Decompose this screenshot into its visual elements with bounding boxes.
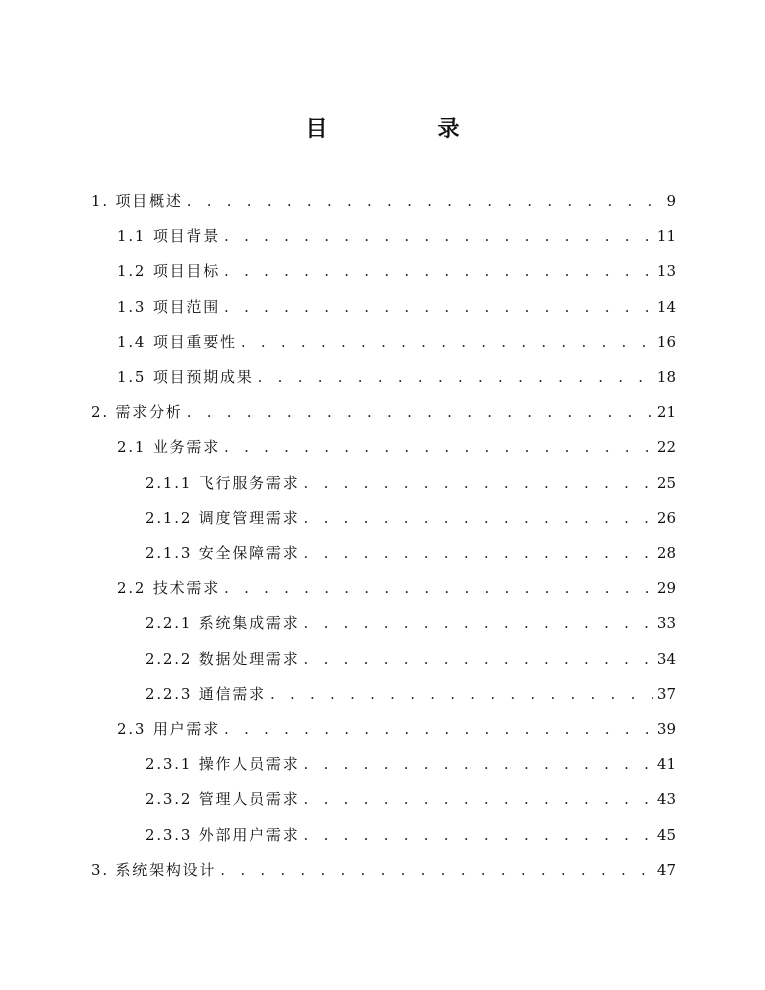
toc-entry-label: 3. 系统架构设计 — [91, 860, 217, 879]
toc-dot-leader — [304, 749, 653, 779]
toc-entry-page-number: 22 — [656, 438, 676, 457]
toc-entry-label: 1.5 项目预期成果 — [117, 368, 254, 386]
toc-entry-page-number: 33 — [656, 614, 676, 633]
page-title: 目 录 — [305, 116, 504, 142]
toc-entry-page-number: 45 — [656, 825, 676, 844]
toc-entry-label: 2.2 技术需求 — [117, 579, 221, 598]
toc-entry-label: 2.3.1 操作人员需求 — [145, 755, 300, 774]
toc-entry-page-number: 18 — [656, 368, 676, 386]
toc-dot-leader — [270, 679, 653, 709]
toc-entry[interactable] — [117, 221, 676, 251]
toc-entry[interactable] — [117, 573, 676, 603]
toc-dot-leader — [224, 256, 653, 286]
toc-dot-leader — [224, 221, 653, 251]
toc-entry[interactable] — [91, 855, 676, 885]
toc-dot-leader — [304, 820, 653, 850]
toc-entry-page-number: 37 — [656, 684, 676, 703]
toc-dot-leader — [304, 538, 653, 568]
toc-dot-leader — [304, 644, 653, 674]
toc-dot-leader — [304, 784, 653, 814]
toc-entry-label: 2.3.3 外部用户需求 — [145, 825, 300, 844]
toc-dot-leader — [187, 186, 663, 216]
toc-entry[interactable] — [145, 784, 676, 814]
toc-entry-label: 1. 项目概述 — [91, 192, 183, 210]
toc-entry-label: 2. 需求分析 — [91, 403, 183, 422]
toc-entry[interactable] — [145, 503, 676, 533]
toc-entry-label: 2.2.2 数据处理需求 — [145, 649, 300, 668]
toc-entry[interactable] — [117, 292, 676, 322]
toc-entry-label: 1.1 项目背景 — [117, 227, 221, 246]
toc-entry-page-number: 28 — [656, 544, 676, 562]
toc-entry[interactable] — [145, 820, 676, 850]
toc-entry-label: 2.3 用户需求 — [117, 720, 221, 738]
toc-entry[interactable] — [145, 644, 676, 674]
toc-dot-leader — [224, 292, 653, 322]
toc-dot-leader — [224, 573, 653, 603]
toc-entry-page-number: 13 — [656, 262, 676, 281]
toc-dot-leader — [220, 855, 653, 885]
toc-entry[interactable] — [145, 749, 676, 779]
toc-entry[interactable] — [145, 538, 676, 568]
toc-dot-leader — [304, 608, 653, 638]
toc-entry-label: 2.1.3 安全保障需求 — [145, 544, 300, 562]
toc-entry-page-number: 25 — [656, 473, 676, 492]
toc-entry[interactable] — [117, 256, 676, 286]
toc-dot-leader — [224, 432, 653, 462]
toc-dot-leader — [241, 327, 653, 357]
toc-entry-page-number: 43 — [656, 790, 676, 809]
toc-entry-label: 2.3.2 管理人员需求 — [145, 790, 300, 809]
toc-entry-page-number: 16 — [656, 332, 676, 351]
toc-entry[interactable] — [145, 679, 676, 709]
toc-entry-label: 2.1.1 飞行服务需求 — [145, 473, 300, 492]
toc-entry-label: 1.4 项目重要性 — [117, 332, 237, 351]
toc-entry-page-number: 39 — [656, 720, 676, 738]
toc-dot-leader — [187, 397, 653, 427]
toc-entry-page-number: 14 — [656, 297, 676, 316]
toc-entry-label: 2.1 业务需求 — [117, 438, 221, 457]
toc-dot-leader — [304, 503, 653, 533]
toc-entry[interactable] — [117, 714, 676, 744]
toc-entry[interactable] — [145, 608, 676, 638]
toc-entry-page-number: 47 — [656, 860, 676, 879]
toc-entry[interactable] — [91, 186, 676, 216]
toc-entry[interactable] — [117, 432, 676, 462]
toc-entry-page-number: 21 — [656, 403, 676, 422]
toc-dot-leader — [258, 362, 653, 392]
toc-entry-page-number: 11 — [656, 227, 676, 246]
toc-entry-page-number: 29 — [656, 579, 676, 598]
toc-entry-page-number: 41 — [656, 755, 676, 774]
toc-entry[interactable] — [145, 468, 676, 498]
toc-entry[interactable] — [117, 362, 676, 392]
toc-dot-leader — [224, 714, 653, 744]
toc-entry[interactable] — [91, 397, 676, 427]
toc-entry-label: 2.2.1 系统集成需求 — [145, 614, 300, 633]
toc-entry-page-number: 34 — [656, 649, 676, 668]
toc-entry-label: 1.2 项目目标 — [117, 262, 221, 281]
toc-entry-label: 1.3 项目范围 — [117, 297, 221, 316]
toc-dot-leader — [304, 468, 653, 498]
toc-entry[interactable] — [117, 327, 676, 357]
toc-entry-page-number: 9 — [666, 192, 676, 210]
toc-entry-label: 2.2.3 通信需求 — [145, 684, 266, 703]
toc-entry-label: 2.1.2 调度管理需求 — [145, 508, 300, 527]
toc-entry-page-number: 26 — [656, 508, 676, 527]
